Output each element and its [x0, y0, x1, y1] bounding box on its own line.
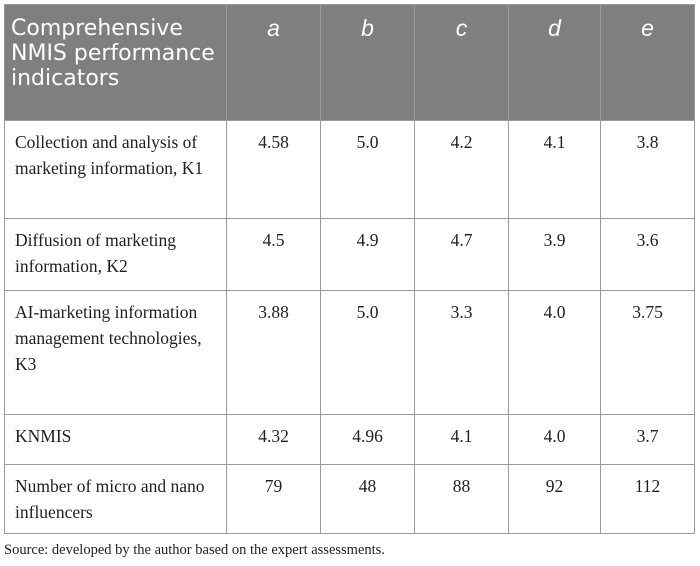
header-indicator: Comprehensive NMIS performance indicators: [5, 5, 227, 121]
cell-value: 4.1: [509, 121, 601, 219]
table-row: [5, 465, 695, 534]
cell-value: 4.0: [509, 291, 601, 415]
cell-value: 79: [227, 465, 321, 534]
cell-value: 3.7: [601, 415, 695, 465]
cell-value: 3.75: [601, 291, 695, 415]
performance-table: [4, 4, 695, 534]
header-col-c: c: [415, 5, 509, 121]
cell-value: 112: [601, 465, 695, 534]
cell-value: 4.9: [321, 219, 415, 291]
cell-value: 48: [321, 465, 415, 534]
cell-value: 4.58: [227, 121, 321, 219]
performance-table-container: [4, 4, 694, 534]
table-header-row: [5, 5, 695, 121]
table-row: [5, 415, 695, 465]
cell-value: 4.32: [227, 415, 321, 465]
cell-value: 5.0: [321, 291, 415, 415]
row-label: Diffusion of marketing information, K2: [5, 219, 227, 291]
cell-value: 4.7: [415, 219, 509, 291]
cell-value: 4.96: [321, 415, 415, 465]
cell-value: 88: [415, 465, 509, 534]
row-label: Collection and analysis of marketing information, K1: [5, 121, 227, 219]
header-col-e: e: [601, 5, 695, 121]
cell-value: 4.0: [509, 415, 601, 465]
cell-value: 4.1: [415, 415, 509, 465]
row-label: AI-marketing information management technologies, K3: [5, 291, 227, 415]
table-row: [5, 291, 695, 415]
cell-value: 4.2: [415, 121, 509, 219]
table-row: [5, 121, 695, 219]
header-col-a: a: [227, 5, 321, 121]
source-note: Source: developed by the author based on the expert assessments.: [4, 542, 385, 558]
cell-value: 3.88: [227, 291, 321, 415]
cell-value: 3.9: [509, 219, 601, 291]
row-label: KNMIS: [5, 415, 227, 465]
cell-value: 5.0: [321, 121, 415, 219]
cell-value: 92: [509, 465, 601, 534]
row-label: Number of micro and nano influencers: [5, 465, 227, 534]
cell-value: 4.5: [227, 219, 321, 291]
header-col-b: b: [321, 5, 415, 121]
table-row: [5, 219, 695, 291]
cell-value: 3.3: [415, 291, 509, 415]
cell-value: 3.6: [601, 219, 695, 291]
header-col-d: d: [509, 5, 601, 121]
cell-value: 3.8: [601, 121, 695, 219]
